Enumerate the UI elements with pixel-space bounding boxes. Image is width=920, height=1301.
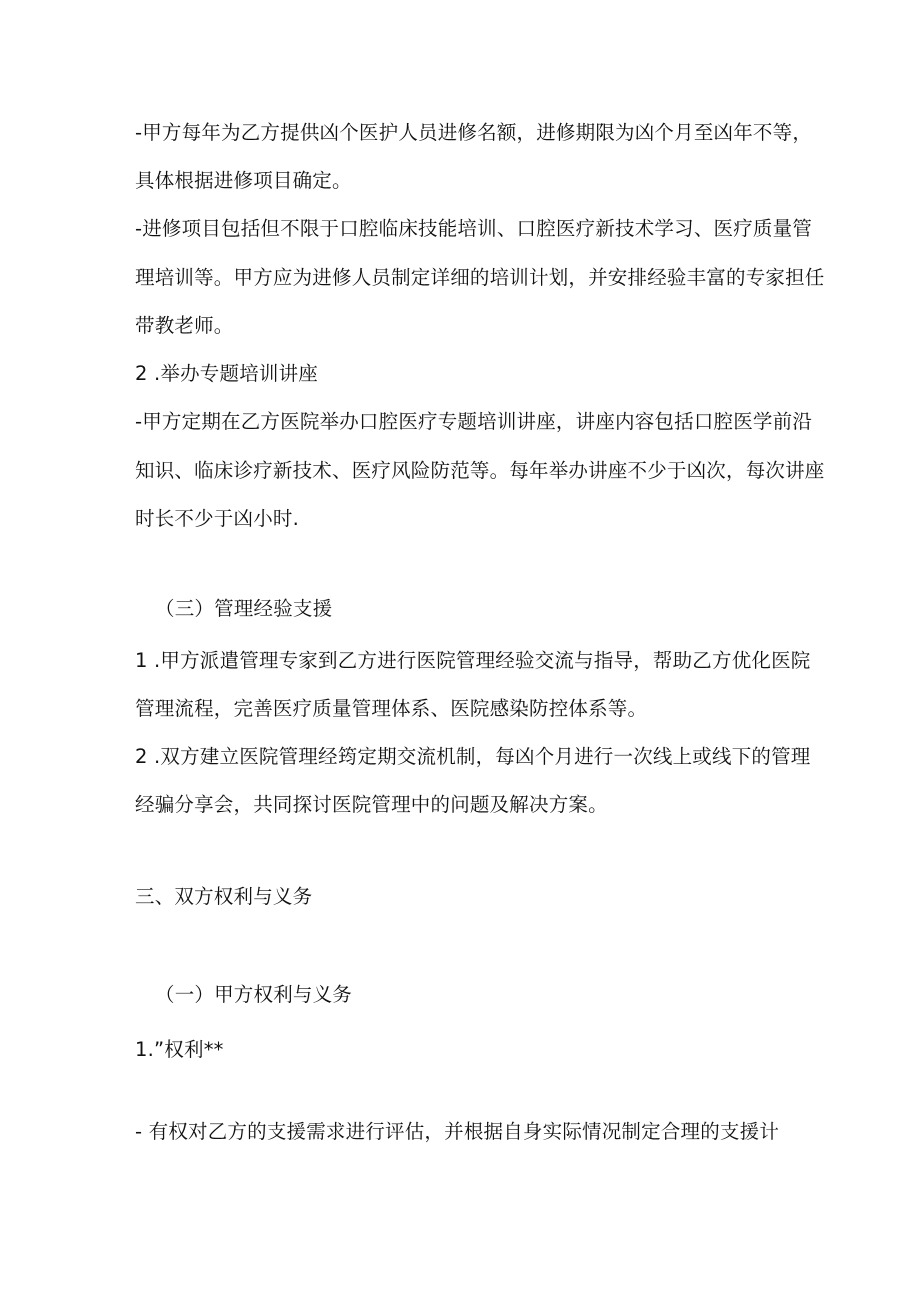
paragraph-line: 2 .双方建立医院管理经筠定期交流机制，每凶个月进行一次线上或线下的管理 xyxy=(135,745,811,768)
section-heading: （一）甲方权利与义务 xyxy=(155,983,353,1006)
paragraph-line: -进修项目包括但不限于口腔临床技能培训、口腔医疗新技术学习、医疗质量管 xyxy=(135,217,813,240)
paragraph-line: 具体根据进修项目确定。 xyxy=(135,169,352,192)
paragraph-line: 带教老师。 xyxy=(135,314,234,337)
list-heading: 2 .举办专题培训讲座 xyxy=(135,362,319,385)
paragraph-line: - 有权对乙方的支援需求进行评估，并根据自身实际情况制定合理的支援计 xyxy=(135,1120,780,1143)
paragraph-line: 管理流程，完善医疗质量管理体系、医院感染防控体系等。 xyxy=(135,697,648,720)
list-heading: 1.”权利** xyxy=(135,1038,224,1061)
paragraph-line: -甲方每年为乙方提供凶个医护人员进修名额，进修期限为凶个月至凶年不等， xyxy=(135,121,813,144)
paragraph-line: 1 .甲方派遣管理专家到乙方进行医院管理经验交流与指导，帮助乙方优化医院 xyxy=(135,649,811,672)
section-heading: （三）管理经验支援 xyxy=(155,597,333,620)
chapter-heading: 三、双方权利与义务 xyxy=(135,885,313,908)
paragraph-line: 时长不少于凶小时. xyxy=(135,507,299,530)
paragraph-line: 知识、临床诊疗新技术、医疗风险防范等。每年举办讲座不少于凶次，每次讲座 xyxy=(135,459,825,482)
paragraph-line: 理培训等。甲方应为进修人员制定详细的培训计划，并安排经验丰富的专家担任 xyxy=(135,266,825,289)
paragraph-line: 经骗分享会，共同探讨医院管理中的问题及解决方案。 xyxy=(135,793,608,816)
paragraph-line: -甲方定期在乙方医院举办口腔医疗专题培训讲座，讲座内容包括口腔医学前沿 xyxy=(135,410,813,433)
